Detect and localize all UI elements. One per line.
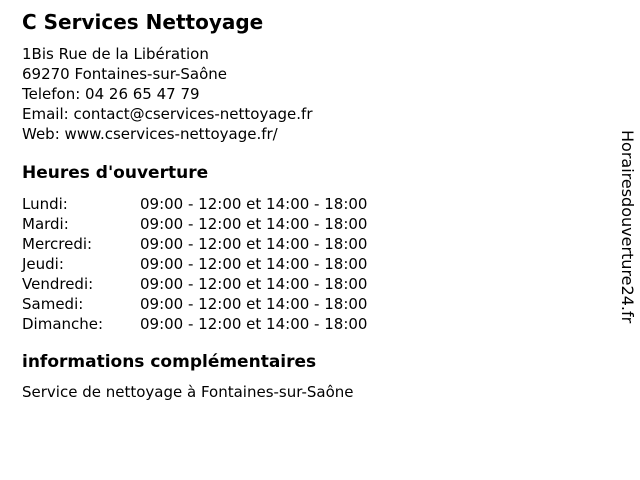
hours-table <box>22 194 367 334</box>
email-line <box>22 104 313 124</box>
time-value: 09:00 - 12:00 et 14:00 - 18:00 <box>140 195 368 213</box>
time-value: 09:00 - 12:00 et 14:00 - 18:00 <box>140 295 368 313</box>
phone-value: 04 26 65 47 79 <box>85 85 200 103</box>
hours-row <box>22 194 367 214</box>
hours-row <box>22 314 367 334</box>
hours-row <box>22 254 367 274</box>
hours-row <box>22 294 367 314</box>
time-value: 09:00 - 12:00 et 14:00 - 18:00 <box>140 215 368 233</box>
email-label: Email: <box>22 105 69 123</box>
email-value[interactable]: contact@cservices-nettoyage.fr <box>73 105 313 123</box>
address-line-2: 69270 Fontaines-sur-Saône <box>22 65 228 83</box>
business-name: C Services Nettoyage <box>22 10 264 34</box>
day-label: Dimanche: <box>22 315 104 333</box>
day-label: Jeudi: <box>22 255 64 273</box>
phone-label: Telefon: <box>22 85 81 103</box>
address-line-1: 1Bis Rue de la Libération <box>22 45 209 63</box>
time-value: 09:00 - 12:00 et 14:00 - 18:00 <box>140 255 368 273</box>
watermark-link[interactable]: Horairesdouverture24.fr <box>618 130 637 324</box>
day-label: Samedi: <box>22 295 84 313</box>
time-value: 09:00 - 12:00 et 14:00 - 18:00 <box>140 235 368 253</box>
day-label: Lundi: <box>22 195 68 213</box>
web-line <box>22 124 313 144</box>
web-label: Web: <box>22 125 60 143</box>
time-value: 09:00 - 12:00 et 14:00 - 18:00 <box>140 315 368 333</box>
hours-section-title: Heures d'ouverture <box>22 163 209 183</box>
phone-line <box>22 84 313 104</box>
time-value: 09:00 - 12:00 et 14:00 - 18:00 <box>140 275 368 293</box>
extra-section-title: informations complémentaires <box>22 352 317 372</box>
hours-row <box>22 234 367 254</box>
hours-row <box>22 274 367 294</box>
day-label: Mardi: <box>22 215 69 233</box>
day-label: Mercredi: <box>22 235 93 253</box>
web-value[interactable]: www.cservices-nettoyage.fr/ <box>64 125 278 143</box>
contact-block <box>22 44 313 144</box>
extra-text: Service de nettoyage à Fontaines-sur-Saône <box>22 383 354 401</box>
hours-row <box>22 214 367 234</box>
day-label: Vendredi: <box>22 275 94 293</box>
